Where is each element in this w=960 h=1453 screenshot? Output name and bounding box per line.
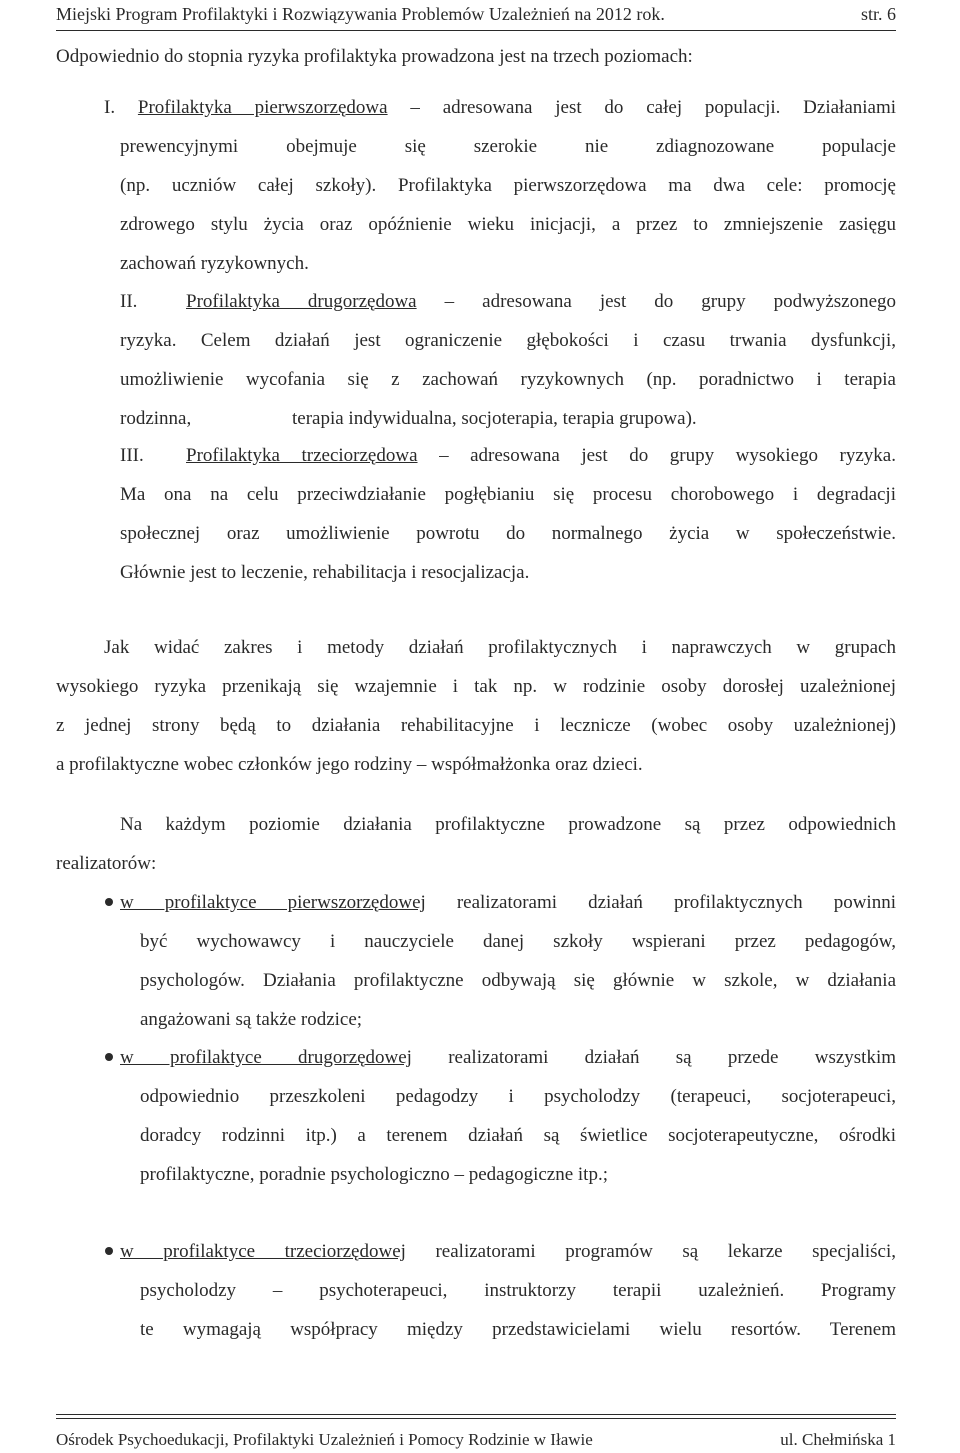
footer-organization: Ośrodek Psychoedukacji, Profilaktyki Uzależnień i Pomocy Rodzinie w Iławie: [56, 1430, 593, 1449]
level-1-line-4: zachowań ryzykownych.: [120, 253, 309, 274]
bullet-item-secondary: [120, 1038, 896, 1194]
bullet-dot-icon: [105, 1053, 113, 1061]
bullet-1-line-1: być wychowawcy i nauczyciele danej szkoły wspierani przez pedagogów,: [140, 931, 896, 952]
bullet-2-line-2: doradcy rodzinni itp.) a terenem działań są świetlice socjoterapeutyczne, ośrodki: [140, 1125, 896, 1146]
bullet-2-line-1: odpowiednio przeszkoleni pedagodzy i psycholodzy (terapeuci, socjoterapeuci,: [140, 1086, 896, 1107]
paragraph-2-line-0: Na każdym poziomie działania profilaktyczne prowadzone są przez odpowiednich: [120, 814, 896, 835]
bullet-2-term: w profilaktyce drugorzędowej: [120, 1047, 412, 1068]
level-1-line-2: (np. uczniów całej szkoły). Profilaktyka pierwszorzędowa ma dwa cele: promocję: [120, 175, 896, 196]
level-3-number: III.: [120, 445, 144, 466]
bullet-3-line-1: psycholodzy – psychoterapeuci, instruktorzy terapii uzależnień. Programy: [140, 1280, 896, 1301]
level-2-line-1: ryzyka. Celem działań jest ograniczenie głębokości i czasu trwania dysfunkcji,: [120, 330, 896, 351]
paragraph-2-line-1: realizatorów:: [56, 853, 157, 874]
bullet-2-line-3: profilaktyczne, poradnie psychologiczno – pedagogiczne itp.;: [140, 1164, 608, 1185]
paragraph-1-line-2: z jednej strony będą to działania rehabilitacyjne i lecznicze (wobec osoby uzależnionej): [56, 715, 896, 736]
bullet-1-line-2: psychologów. Działania profilaktyczne odbywają się głównie w szkole, w działania: [140, 970, 896, 991]
bullet-item-tertiary: [120, 1232, 896, 1349]
bullet-1-line-3: angażowani są także rodzice;: [140, 1009, 363, 1030]
footer-rule: [56, 1414, 896, 1415]
level-3-term: Profilaktyka trzeciorzędowa: [186, 445, 418, 466]
level-2-term: Profilaktyka drugorzędowa: [186, 291, 417, 312]
paragraph-2: [56, 805, 896, 883]
level-2-line-2: umożliwienie wycofania się z zachowań ryzykownych (np. poradnictwo i terapia: [120, 369, 896, 390]
level-1-line-3: zdrowego stylu życia oraz opóźnienie wieku inicjacji, a przez to zmniejszenie zasięgu: [120, 214, 896, 235]
bullet-dot-icon: [105, 1247, 113, 1255]
level-2: [120, 282, 896, 438]
level-3-line-0: – adresowana jest do grupy wysokiego ryzyka.: [439, 445, 896, 466]
bullet-1-line-0: realizatorami działań profilaktycznych powinni: [456, 892, 896, 913]
bullet-3-term: w profilaktyce trzeciorzędowej: [120, 1241, 406, 1262]
bullet-2-line-0: realizatorami działań są przede wszystkim: [448, 1047, 897, 1068]
level-1-line-1: prewencyjnymi obejmuje się szerokie nie zdiagnozowane populacje: [120, 136, 896, 157]
bullet-dot-icon: [105, 898, 113, 906]
bullet-1-term: w profilaktyce pierwszorzędowej: [120, 892, 426, 913]
level-1-term: Profilaktyka pierwszorzędowa: [137, 97, 388, 118]
paragraph-1: [56, 628, 896, 784]
footer-address: ul. Chełmińska 1: [780, 1430, 896, 1449]
level-2-line-3: rodzinna,: [120, 408, 192, 429]
page-header: [56, 0, 896, 31]
level-3-line-1: Ma ona na celu przeciwdziałanie pogłębianiu się procesu chorobowego i degradacji: [120, 484, 896, 505]
level-2-line-0: – adresowana jest do grupy podwyższonego: [444, 291, 896, 312]
page-footer: [56, 1418, 896, 1449]
bullet-3-line-2: te wymagają współpracy między przedstawicielami wielu resortów. Terenem: [140, 1319, 896, 1340]
intro-sentence: Odpowiednio do stopnia ryzyka profilaktyka prowadzona jest na trzech poziomach:: [56, 46, 693, 67]
level-2-line-4: terapia indywidualna, socjoterapia, terapia grupowa).: [292, 408, 697, 429]
level-3-line-2: społecznej oraz umożliwienie powrotu do normalnego życia w społeczeństwie.: [120, 523, 896, 544]
level-2-number: II.: [120, 291, 138, 312]
level-1: [104, 88, 897, 283]
level-3: [120, 436, 896, 592]
bullet-3-line-0: realizatorami programów są lekarze specjaliści,: [435, 1241, 896, 1262]
bullet-item-primary: [120, 883, 896, 1039]
level-1-number: I.: [104, 97, 116, 118]
paragraph-1-line-1: wysokiego ryzyka przenikają się wzajemnie i tak np. w rodzinie osoby dorosłej uzależnionej: [56, 676, 896, 697]
level-3-line-3: Głównie jest to leczenie, rehabilitacja i resocjalizacja.: [120, 562, 530, 583]
header-title: Miejski Program Profilaktyki i Rozwiązywania Problemów Uzależnień na 2012 rok.: [56, 4, 665, 24]
paragraph-1-line-3: a profilaktyczne wobec członków jego rodziny – współmałżonka oraz dzieci.: [56, 754, 643, 775]
page-number: str. 6: [860, 4, 896, 24]
level-1-line-0: – adresowana jest do całej populacji. Działaniami: [410, 97, 897, 118]
paragraph-1-line-0: Jak widać zakres i metody działań profilaktycznych i naprawczych w grupach: [104, 637, 896, 658]
